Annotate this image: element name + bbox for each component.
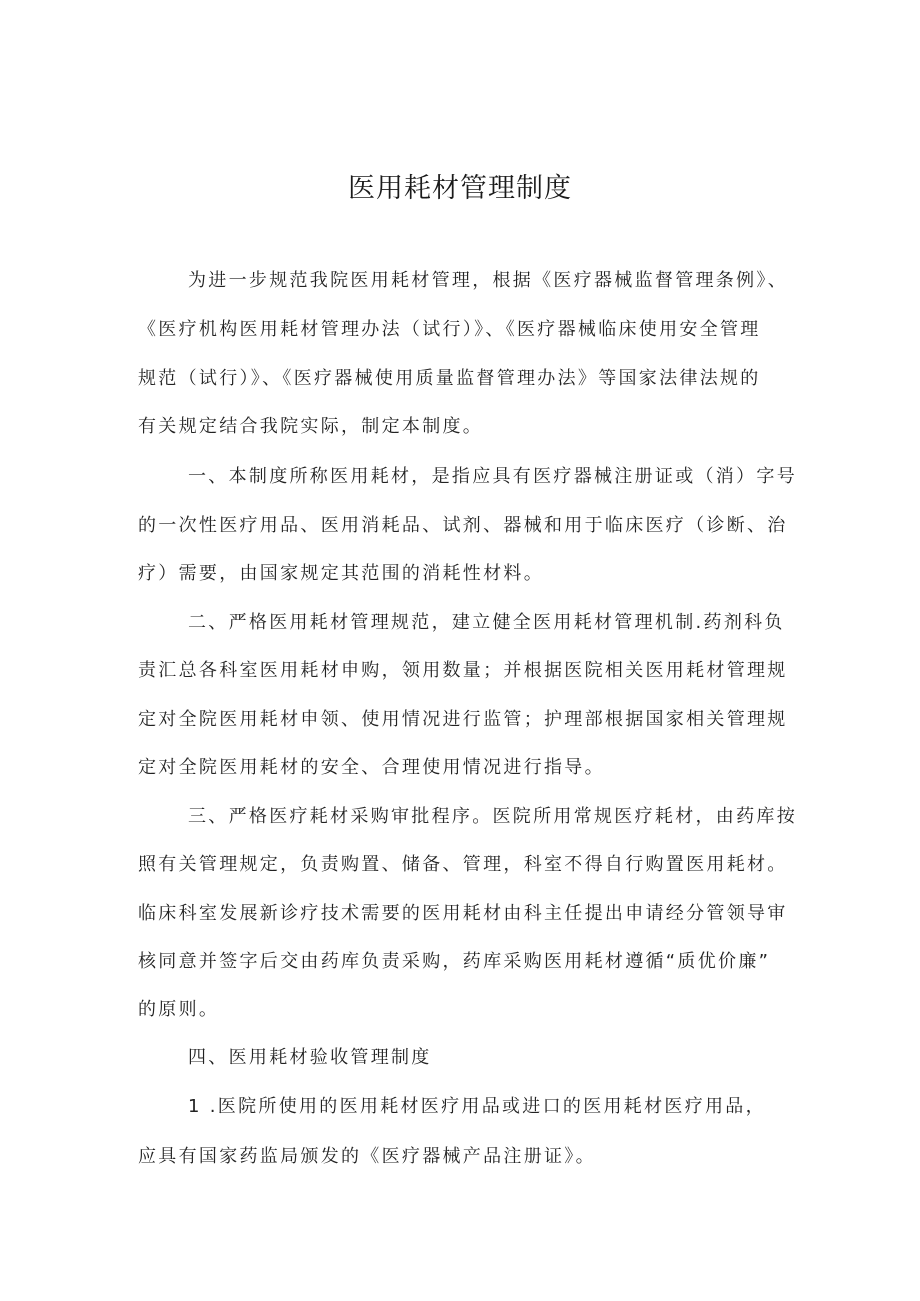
paragraph-line: 有关规定结合我院实际，制定本制度。 [138,416,484,437]
page-title: 医用耗材管理制度 [348,173,572,204]
paragraph-line: 的原则。 [138,999,220,1020]
paragraph-line: 核同意并签字后交由药库负责采购，药库采购医用耗材遵循“质优价廉” [138,951,771,972]
paragraph-line: 照有关管理规定，负责购置、储备、管理，科室不得自行购置医用耗材。 [138,854,788,875]
section-heading: 四、医用耗材验收管理制度 [188,1047,432,1068]
paragraph-line: 《医疗机构医用耗材管理办法（试行）》、《医疗器械临床使用安全管理 [138,319,761,340]
paragraph-line: 1 .医院所使用的医用耗材医疗用品或进口的医用耗材医疗用品， [188,1096,766,1117]
paragraph-line: 二、严格医用耗材管理规范，建立健全医用耗材管理机制.药剂科负 [188,612,785,633]
paragraph-line: 疗）需要，由国家规定其范围的消耗性材料。 [138,563,544,584]
paragraph-line: 应具有国家药监局颁发的《医疗器械产品注册证》。 [138,1146,596,1167]
paragraph-line: 责汇总各科室医用耗材申购，领用数量；并根据医院相关医用耗材管理规 [138,660,788,681]
paragraph-line: 为进一步规范我院医用耗材管理，根据《医疗器械监督管理条例》、 [188,270,788,291]
paragraph-line: 规范（试行）》、《医疗器械使用质量监督管理办法》等国家法律法规的 [138,368,761,389]
paragraph-line: 一、本制度所称医用耗材，是指应具有医疗器械注册证或（消）字号 [188,466,797,487]
paragraph-line: 三、严格医疗耗材采购审批程序。医院所用常规医疗耗材，由药库按 [188,806,797,827]
paragraph-line: 的一次性医疗用品、医用消耗品、试剂、器械和用于临床医疗（诊断、治 [138,515,788,536]
paragraph-line: 临床科室发展新诊疗技术需要的医用耗材由科主任提出申请经分管领导审 [138,903,788,924]
paragraph-line: 定对全院医用耗材的安全、合理使用情况进行指导。 [138,757,605,778]
paragraph-line: 定对全院医用耗材申领、使用情况进行监管；护理部根据国家相关管理规 [138,709,788,730]
